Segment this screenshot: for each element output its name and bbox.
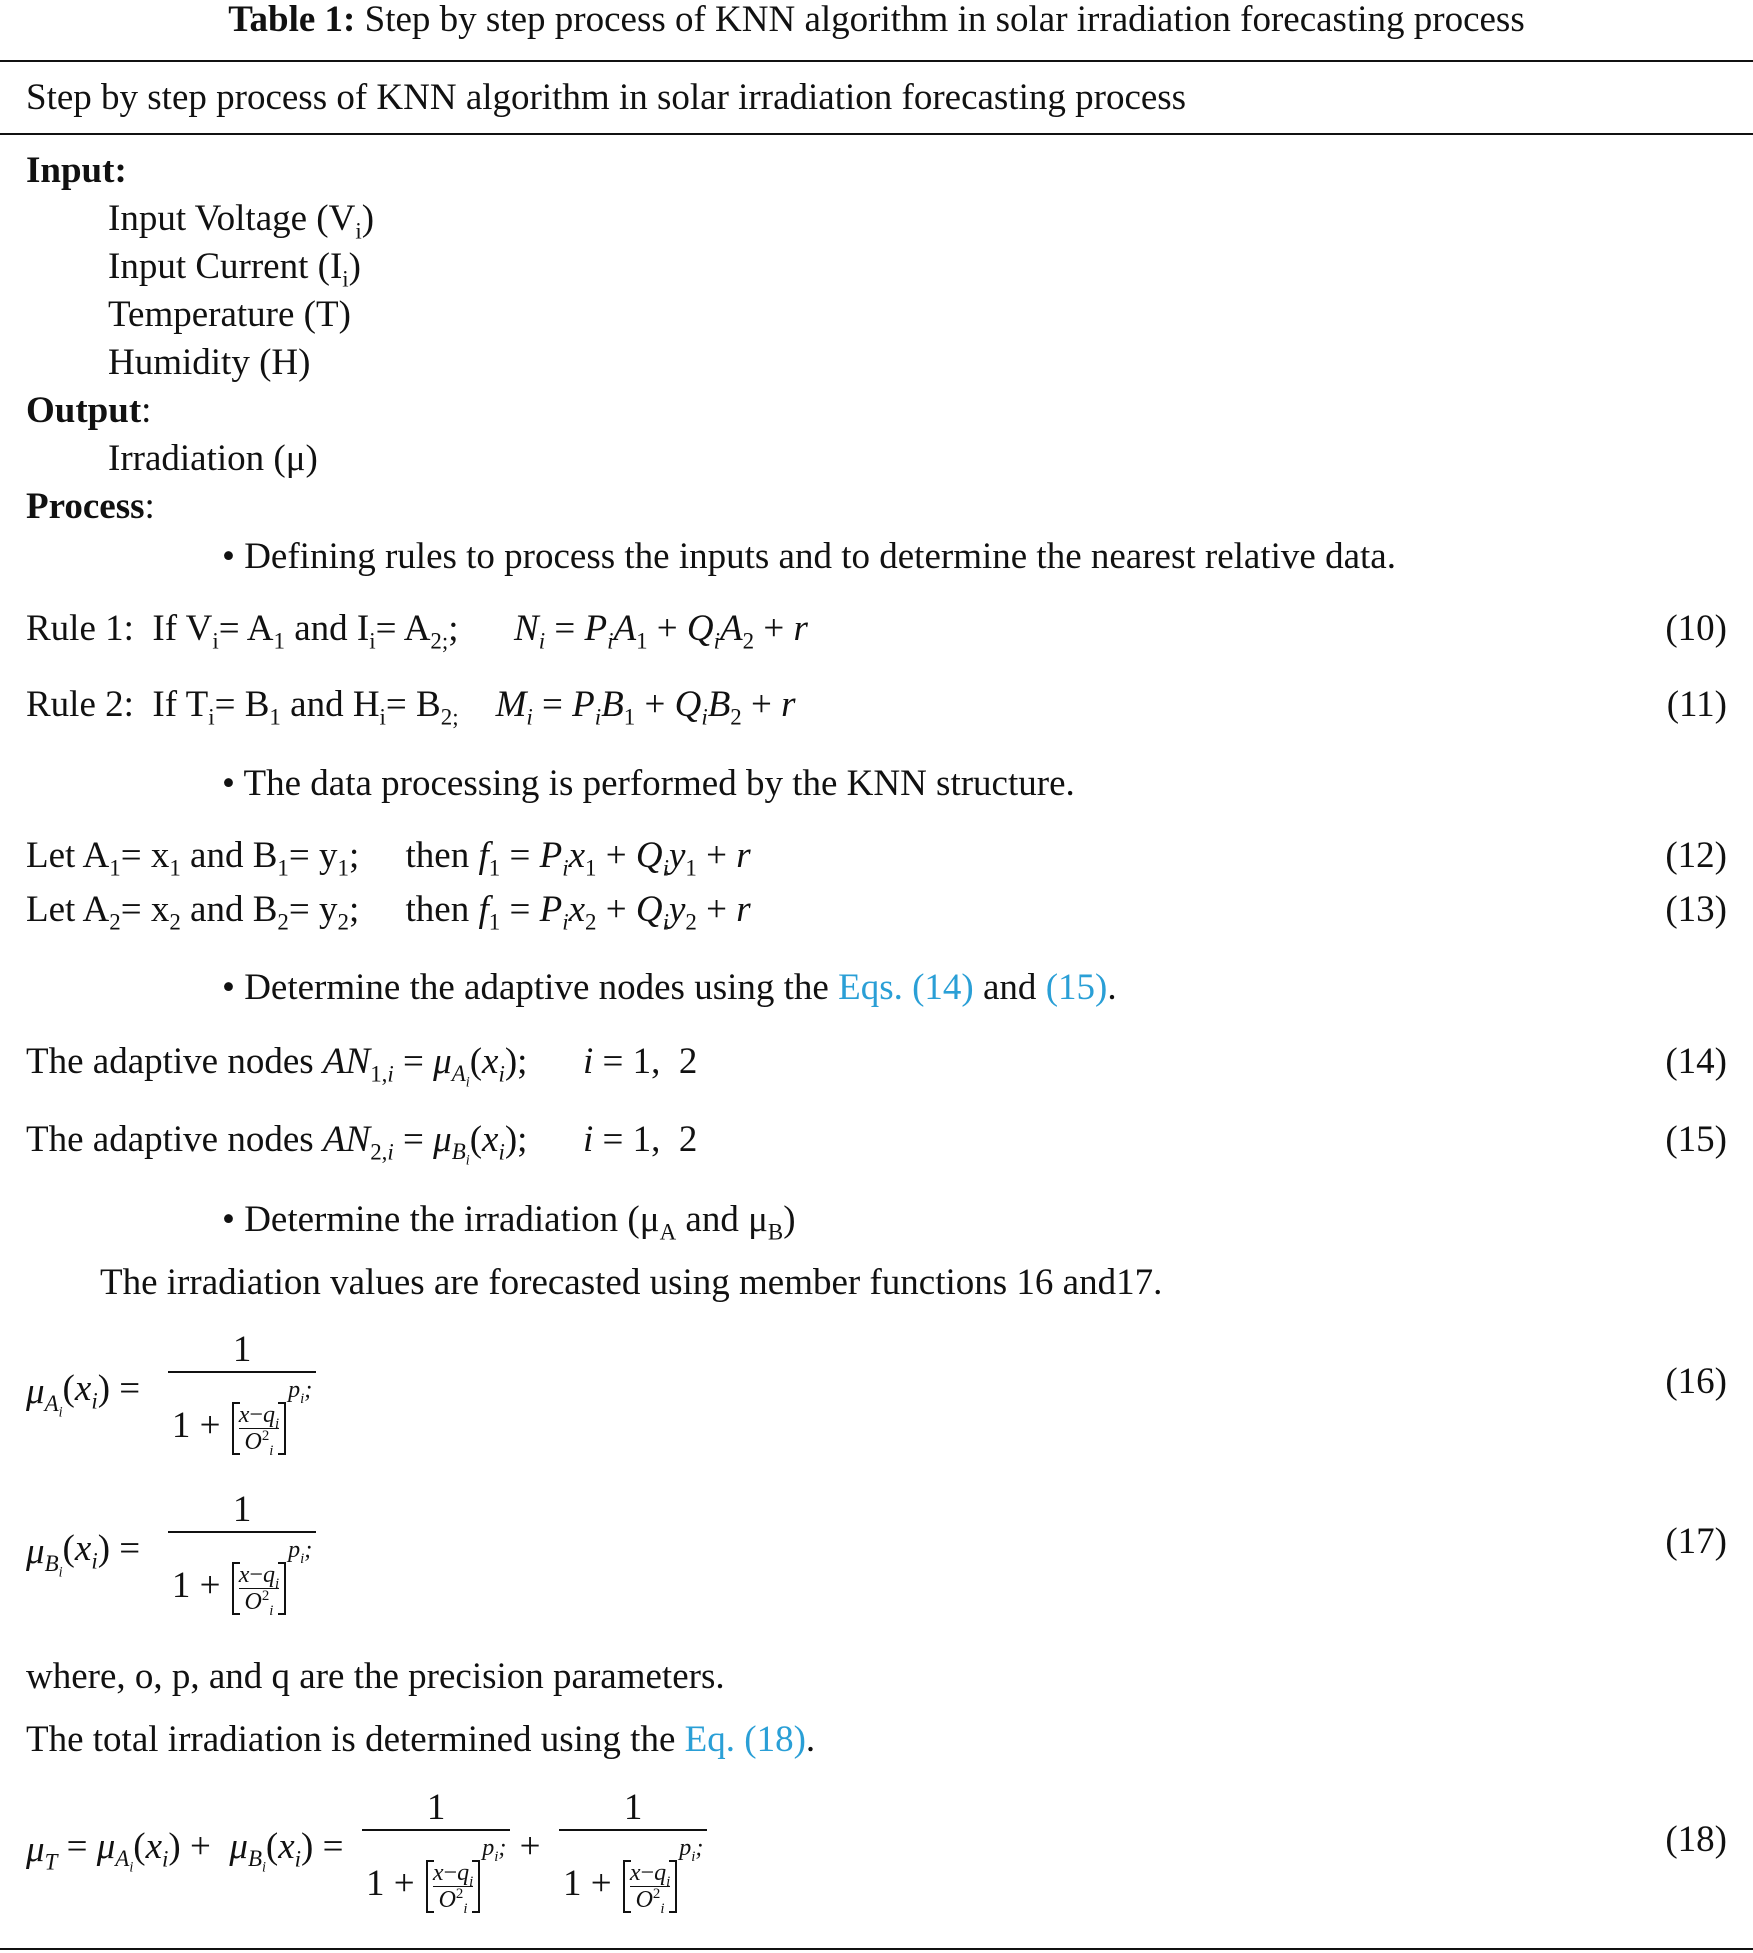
header-rule [0, 133, 1753, 135]
equation-18: $\mu_T = \mu_{A_i}(x_i) + \mu_{B_i}(x_i)$ = 1 1 + $\frac{x-q_i}{O^2_i}$ $^{p_i;}$ + 1 1 + $\frac{x-q_i}{O^2_i}$ $^{p_i;}$ [26, 1786, 707, 1913]
eq-number-10: (10) [1665, 608, 1727, 649]
input-humidity: Humidity (H) [108, 342, 311, 383]
table-caption [0, 0, 1753, 40]
eq-number-15: (15) [1665, 1119, 1727, 1160]
process-heading: Process: [26, 486, 155, 527]
process-bullet-knn: • The data processing is performed by the KNN structure. [222, 763, 1075, 804]
eq-number-13: (13) [1665, 889, 1727, 930]
process-bullet-irradiation: • Determine the irradiation ($\mu_A$ and $\mu_B$) [222, 1199, 796, 1245]
let-eq-12: Let $A_1= x_1$ and $B_1= y_1$; then $f_1 = P_ix_1 + Q_iy_1 + r$ [26, 835, 751, 881]
output-irradiation: Irradiation (μ) [108, 438, 318, 479]
table-header: Step by step process of KNN algorithm in solar irradiation forecasting process [26, 77, 1187, 118]
rule-2: Rule 2: If $T_i= B_1$ and $H_i= B_{2;}$ $M_i = P_iB_1 + Q_iB_2 + r$ [26, 684, 796, 730]
input-voltage: Input Voltage $(V_i)$ [108, 198, 375, 244]
eq-number-16: (16) [1665, 1361, 1727, 1402]
eq-18-link[interactable]: Eq. (18) [684, 1719, 806, 1760]
eq-15-link[interactable]: (15) [1045, 967, 1108, 1008]
equation-17: $\mu_{B_i}(x_i)$ = 1 1 + $\frac{x-q_i}{O^2_i}$ $^{p_i;}$ [26, 1488, 316, 1615]
let-eq-13: Let $A_2= x_2$ and $B_2= y_2$; then $f_1 = P_ix_2 + Q_iy_2 + r$ [26, 889, 751, 935]
caption-label: Table 1: [228, 0, 356, 40]
precision-note: where, o, p, and q are the precision parameters. [26, 1656, 725, 1697]
top-rule [0, 60, 1753, 62]
caption-text: Step by step process of KNN algorithm in solar irradiation forecasting process [364, 0, 1525, 40]
process-bullet-adaptive: • Determine the adaptive nodes using the Eqs. (14) and (15). [222, 967, 1117, 1008]
adaptive-node-eq-14: The adaptive nodes $AN_{1,i} = \mu_{A_i}(x_i)$; i = 1, 2 [26, 1041, 698, 1091]
total-irradiation-text: The total irradiation is determined using the Eq. (18). [26, 1719, 816, 1760]
eq-number-14: (14) [1665, 1041, 1727, 1082]
rule-1: Rule 1: If $V_i= A_1$ and $I_i= A_{2;}$; $N_i = P_iA_1 + Q_iA_2 + r$ [26, 608, 808, 654]
eq-number-11: (11) [1666, 684, 1727, 725]
bottom-rule [0, 1948, 1753, 1950]
output-heading: Output: [26, 390, 152, 431]
eq-number-12: (12) [1665, 835, 1727, 876]
eq-number-18: (18) [1665, 1819, 1727, 1860]
eqs-14-link[interactable]: Eqs. (14) [838, 967, 974, 1008]
forecast-text: The irradiation values are forecasted using member functions 16 and17. [100, 1262, 1163, 1303]
equation-16: $\mu_{A_i}(x_i)$ = 1 1 + $\frac{x-q_i}{O^2_i}$ $^{p_i;}$ [26, 1328, 316, 1455]
input-heading: Input: [26, 150, 127, 191]
input-current: Input Current $(I_i)$ [108, 246, 361, 292]
eq-number-17: (17) [1665, 1521, 1727, 1562]
process-bullet-rules: • Defining rules to process the inputs and to determine the nearest relative data. [222, 536, 1396, 577]
input-temperature: Temperature (T) [108, 294, 351, 335]
adaptive-node-eq-15: The adaptive nodes $AN_{2,i} = \mu_{B_i}(x_i)$; i = 1, 2 [26, 1119, 698, 1169]
